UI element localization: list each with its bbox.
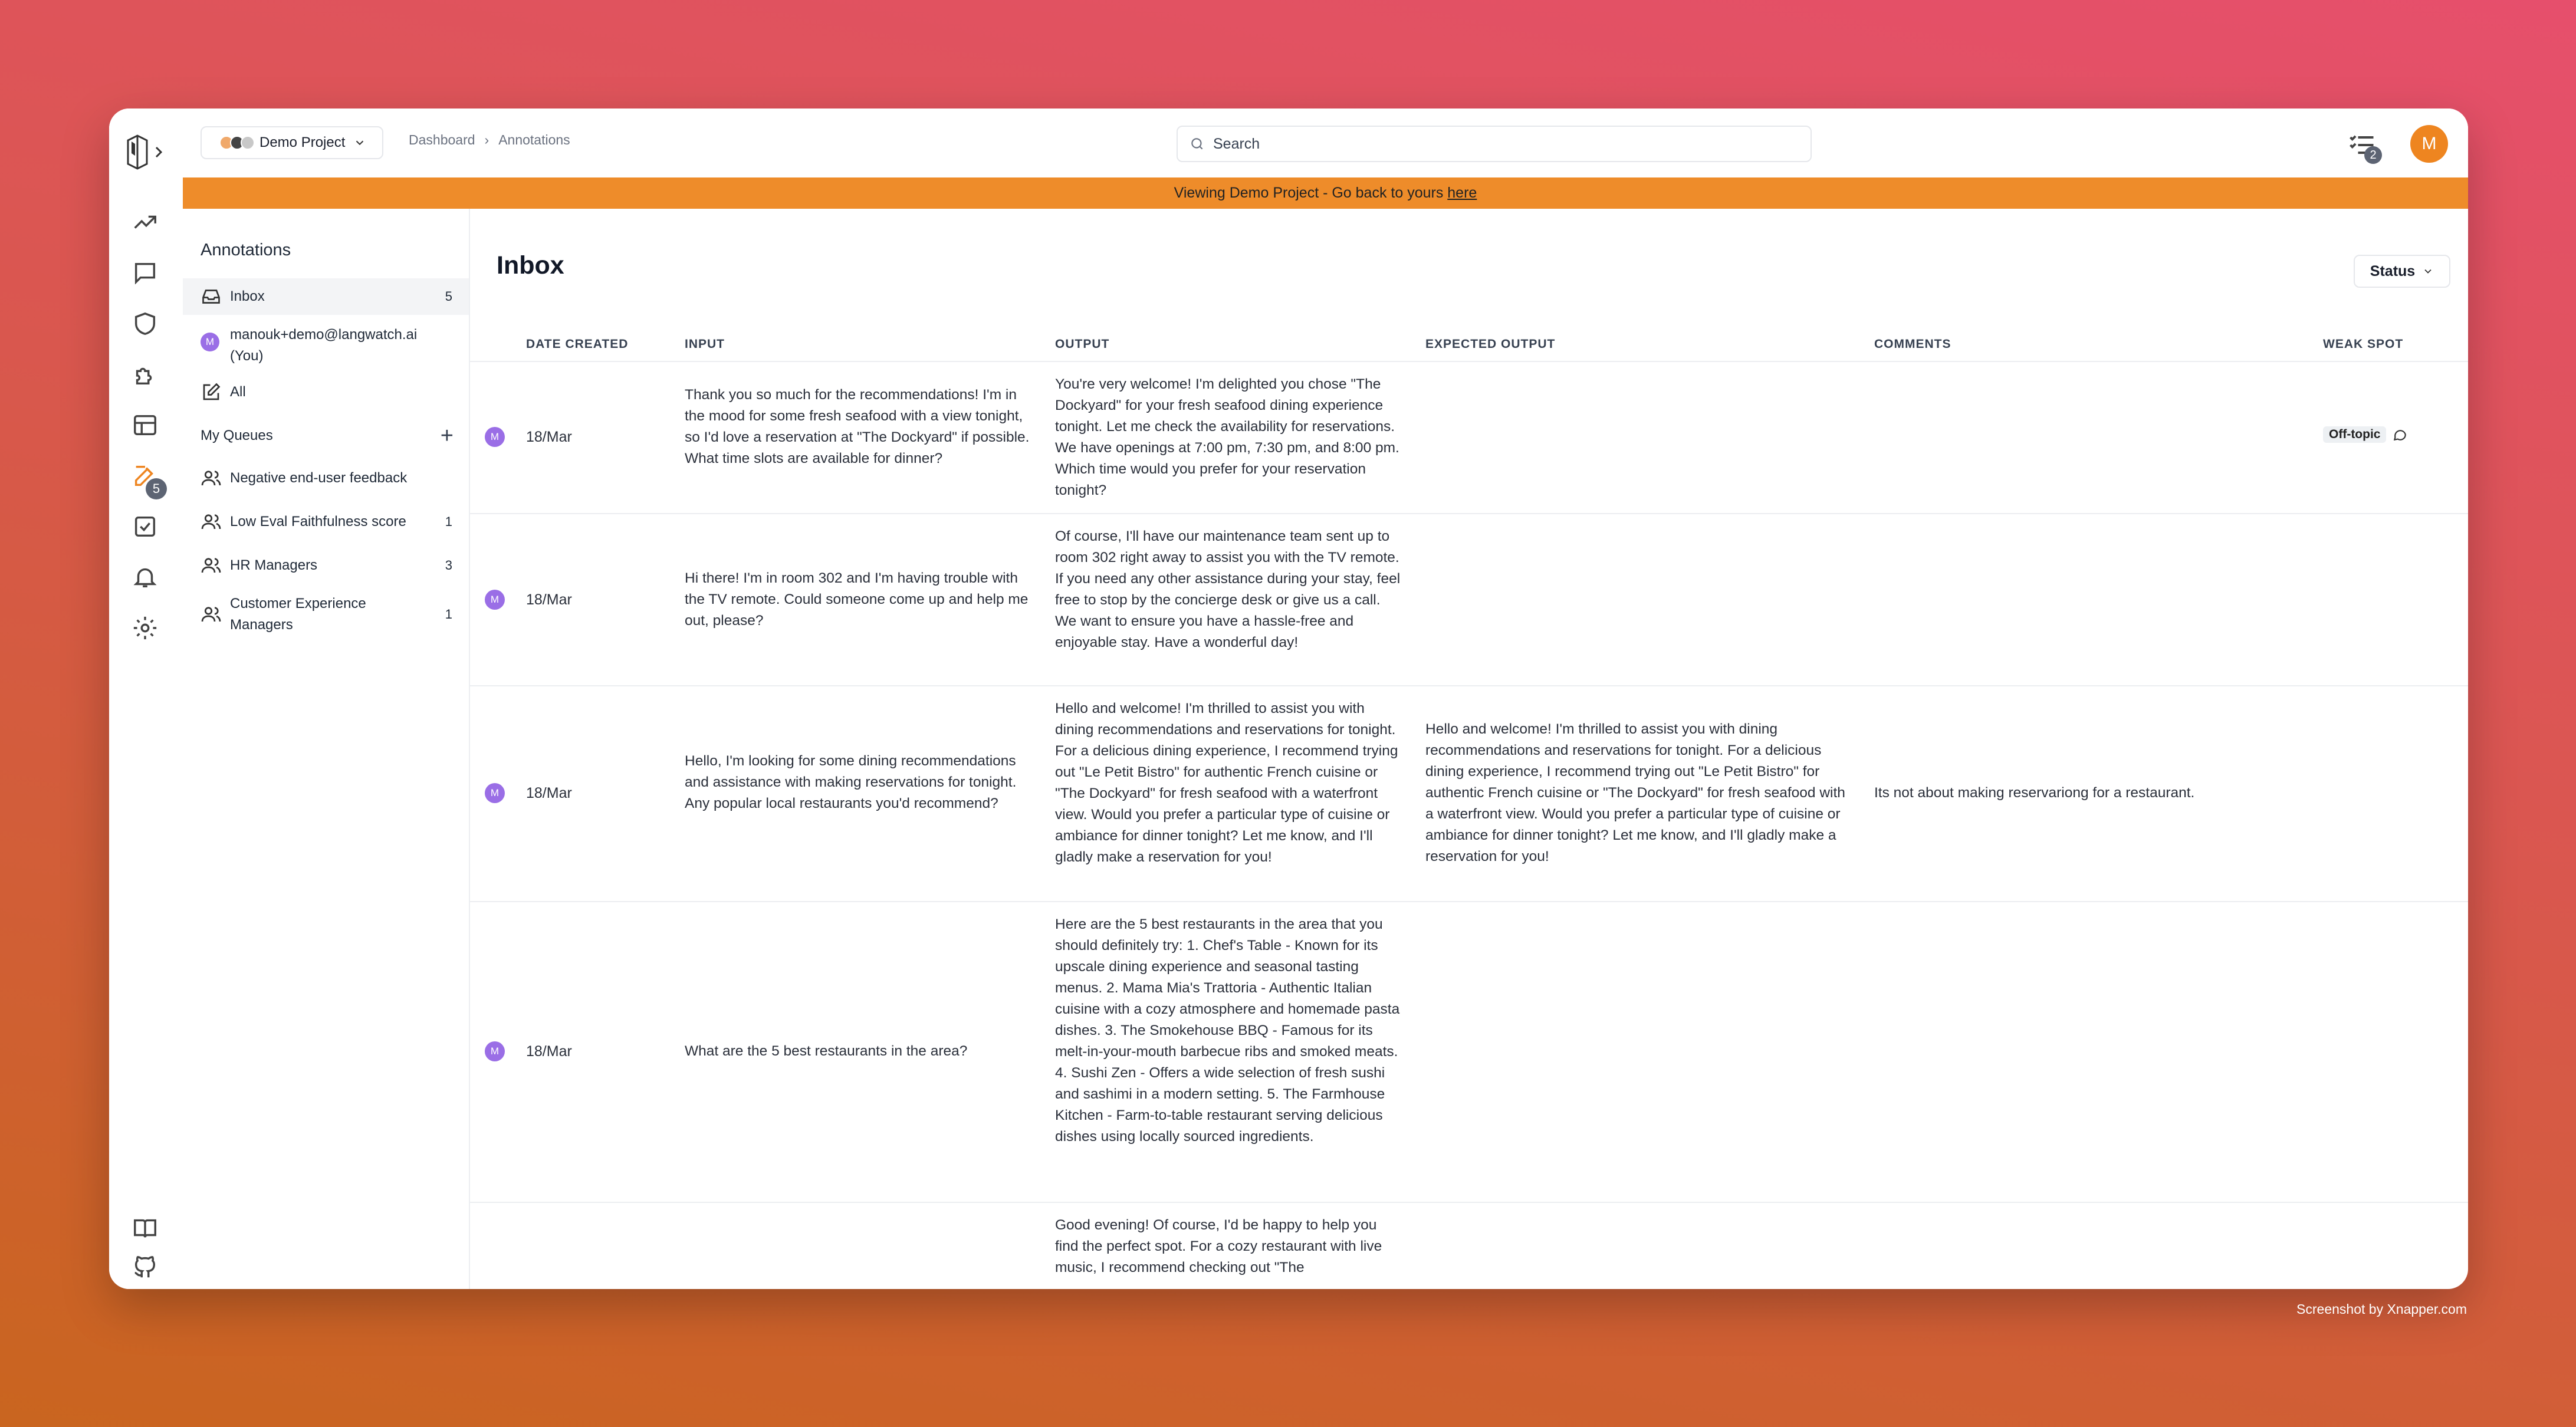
- user-mini-avatar: M: [201, 333, 219, 351]
- row-comments: Its not about making reservariong for a restaurant.: [1874, 785, 2195, 801]
- row-output: Good evening! Of course, I'd be happy to help you find the perfect spot. For a cozy restaurant with live music, I recommend checking out "The: [1055, 1217, 1382, 1275]
- row-avatar: M: [485, 783, 505, 803]
- tasks-list-icon[interactable]: [2347, 130, 2377, 160]
- langwatch-logo[interactable]: [120, 130, 173, 171]
- queue-label: Customer Experience Managers: [230, 596, 366, 633]
- icon-rail: [109, 108, 184, 1289]
- row-avatar: M: [485, 1041, 505, 1061]
- queue-item[interactable]: [183, 591, 469, 638]
- queue-label: HR Managers: [230, 557, 318, 573]
- column-header[interactable]: COMMENTS: [1874, 337, 1951, 351]
- settings-gear-icon[interactable]: [132, 614, 159, 642]
- banner-text: Viewing Demo Project - Go back to yours: [1174, 185, 1448, 201]
- sidebar-item-all[interactable]: [183, 374, 469, 410]
- row-output: Here are the 5 best restaurants in the area that you should definitely try: 1. Chef's Table - Known for its upscale dining experience and seasonal tasting menus. 2. Mama Mia's Trattoria - Authentic Italian cuisine with a cozy atmosphere and homemade pasta dishes. 3. The Smokehouse BBQ - Famous for its melt-in-your-mouth barbecue ribs and smoked meats. 4. Sushi Zen - Offers a wide selection of fresh sushi and sashimi in a modern setting. 5. The Farmhouse Kitchen - Farm-to-table restaurant serving delicious dishes using locally sourced ingredients.: [1055, 916, 1400, 1145]
- edit-square-icon: [201, 382, 222, 403]
- project-selector[interactable]: [201, 126, 383, 159]
- queue-item[interactable]: [183, 460, 469, 497]
- main-content: [470, 209, 2468, 1289]
- sidebar-title: Annotations: [201, 241, 291, 259]
- chevron-down-icon: [2422, 265, 2434, 277]
- project-logo-icon: [219, 136, 251, 150]
- users-icon: [201, 468, 222, 489]
- breadcrumb-current: Annotations: [498, 132, 570, 147]
- project-name: Demo Project: [259, 134, 346, 150]
- banner-here-link[interactable]: here: [1447, 185, 1477, 201]
- inbox-icon: [201, 286, 222, 307]
- page-title: Inbox: [497, 251, 564, 280]
- chevron-down-icon: [353, 136, 366, 149]
- row-date: 18/Mar: [526, 591, 572, 608]
- search-placeholder: Search: [1213, 135, 1260, 152]
- docs-book-icon[interactable]: [132, 1215, 159, 1242]
- queue-count: 3: [445, 558, 452, 573]
- add-queue-plus-icon[interactable]: +: [440, 423, 454, 448]
- annotations-sidebar: [183, 209, 470, 1289]
- row-expected-output: Hello and welcome! I'm thrilled to assist you with dining recommendations and reservations for tonight. For a delicious dining experience, I recommend trying out "Le Petit Bistro" for authentic French cuisine or "The Dockyard" for fresh seafood with a waterfront view. Would you prefer a particular type of cuisine or ambiance for dinner tonight? Let me know, and I'll gladly make a reservation for you!: [1425, 721, 1845, 864]
- sidebar-item-you[interactable]: [183, 321, 469, 368]
- row-date: 18/Mar: [526, 785, 572, 801]
- row-input: Hi there! I'm in room 302 and I'm having trouble with the TV remote. Could someone come up and help me out, please?: [685, 570, 1029, 629]
- sidebar-item-inbox[interactable]: [183, 278, 469, 315]
- my-queues-title: My Queues: [201, 428, 273, 443]
- sidebar-item-label: All: [230, 384, 246, 400]
- table-row[interactable]: [470, 685, 2468, 902]
- screenshot-credit: Screenshot by Xnapper.com: [2296, 1301, 2467, 1317]
- user-avatar[interactable]: M: [2410, 125, 2448, 163]
- table-row[interactable]: [470, 361, 2468, 514]
- row-output: Hello and welcome! I'm thrilled to assist you with dining recommendations and reservations for tonight. For a delicious dining experience, I recommend trying out "Le Petit Bistro" for authentic French cuisine or "The Dockyard" for fresh seafood with a waterfront view. Would you prefer a particular type of cuisine or ambiance for dinner tonight? Let me know, and I'll gladly make a reservation for you!: [1055, 701, 1398, 865]
- table-row[interactable]: [470, 513, 2468, 686]
- table-row[interactable]: [470, 901, 2468, 1203]
- users-icon: [201, 511, 222, 532]
- github-icon[interactable]: [132, 1254, 159, 1281]
- row-output: Of course, I'll have our maintenance team sent up to room 302 right away to assist you with the TV remote. If you need any other assistance during your stay, feel free to stop by the concierge desk or give us a call. We want to ensure you have a hassle-free and enjoyable stay. Have a wonderful day!: [1055, 528, 1401, 650]
- puzzle-icon[interactable]: [132, 361, 159, 388]
- sidebar-item-label: manouk+demo@langwatch.ai (You): [230, 327, 418, 364]
- column-header[interactable]: DATE CREATED: [526, 337, 629, 351]
- breadcrumb-separator: ›: [484, 132, 489, 147]
- queue-count: 1: [445, 607, 452, 622]
- row-avatar: M: [485, 590, 505, 610]
- weak-spot-label: Off-topic: [2323, 426, 2386, 443]
- analytics-icon[interactable]: [132, 209, 159, 236]
- column-header[interactable]: OUTPUT: [1055, 337, 1110, 351]
- status-filter-button[interactable]: [2354, 255, 2450, 288]
- table-header: [470, 325, 2468, 362]
- top-bar: [183, 108, 2468, 179]
- column-header[interactable]: WEAK SPOT: [2323, 337, 2404, 351]
- column-header[interactable]: INPUT: [685, 337, 725, 351]
- shield-icon[interactable]: [132, 310, 159, 337]
- queue-item[interactable]: [183, 547, 469, 584]
- column-header[interactable]: EXPECTED OUTPUT: [1425, 337, 1556, 351]
- queue-item[interactable]: [183, 504, 469, 540]
- queue-count: 1: [445, 514, 452, 529]
- status-label: Status: [2370, 262, 2416, 280]
- comment-bubble-icon[interactable]: [2392, 427, 2407, 442]
- app-window: [109, 108, 2468, 1289]
- row-input: Hello, I'm looking for some dining recommendations and assistance with making reservations for tonight. Any popular local restaurants you'd recommend?: [685, 753, 1017, 811]
- row-date: 18/Mar: [526, 1043, 572, 1060]
- users-icon: [201, 604, 222, 625]
- breadcrumb: [409, 132, 570, 148]
- messages-icon[interactable]: [132, 259, 159, 287]
- row-input: What are the 5 best restaurants in the area?: [685, 1043, 968, 1059]
- weak-spot-tag: [2323, 426, 2407, 443]
- users-icon: [201, 555, 222, 576]
- search-input[interactable]: [1177, 126, 1812, 162]
- annotations-count-badge: 5: [146, 478, 167, 499]
- row-date: 18/Mar: [526, 429, 572, 445]
- table-icon[interactable]: [132, 412, 159, 439]
- breadcrumb-dashboard-link[interactable]: Dashboard: [409, 132, 475, 147]
- sidebar-item-count: 5: [445, 289, 452, 304]
- demo-project-banner: [183, 177, 2468, 209]
- my-queues-header: [183, 417, 469, 454]
- row-output: You're very welcome! I'm delighted you chose "The Dockyard" for your fresh seafood dining experience tonight. Let me check the availability for reservations. We have openings at 7:00 pm, 7:30 pm, and 8:00 pm. Which time would you prefer for your reservation tonight?: [1055, 376, 1399, 498]
- row-avatar: M: [485, 427, 505, 447]
- sidebar-item-label: Inbox: [230, 288, 265, 304]
- tasks-count-badge: 2: [2364, 146, 2382, 164]
- table-row[interactable]: [470, 1202, 2468, 1289]
- bell-icon[interactable]: [132, 564, 159, 591]
- search-icon: [1190, 136, 1205, 152]
- checkbox-icon[interactable]: [132, 513, 159, 540]
- row-input: Thank you so much for the recommendations! I'm in the mood for some fresh seafood with a view tonight, so I'd love a reservation at "The Dockyard" if possible. What time slots are available for dinner?: [685, 387, 1030, 466]
- queue-label: Low Eval Faithfulness score: [230, 514, 406, 530]
- queue-label: Negative end-user feedback: [230, 470, 408, 486]
